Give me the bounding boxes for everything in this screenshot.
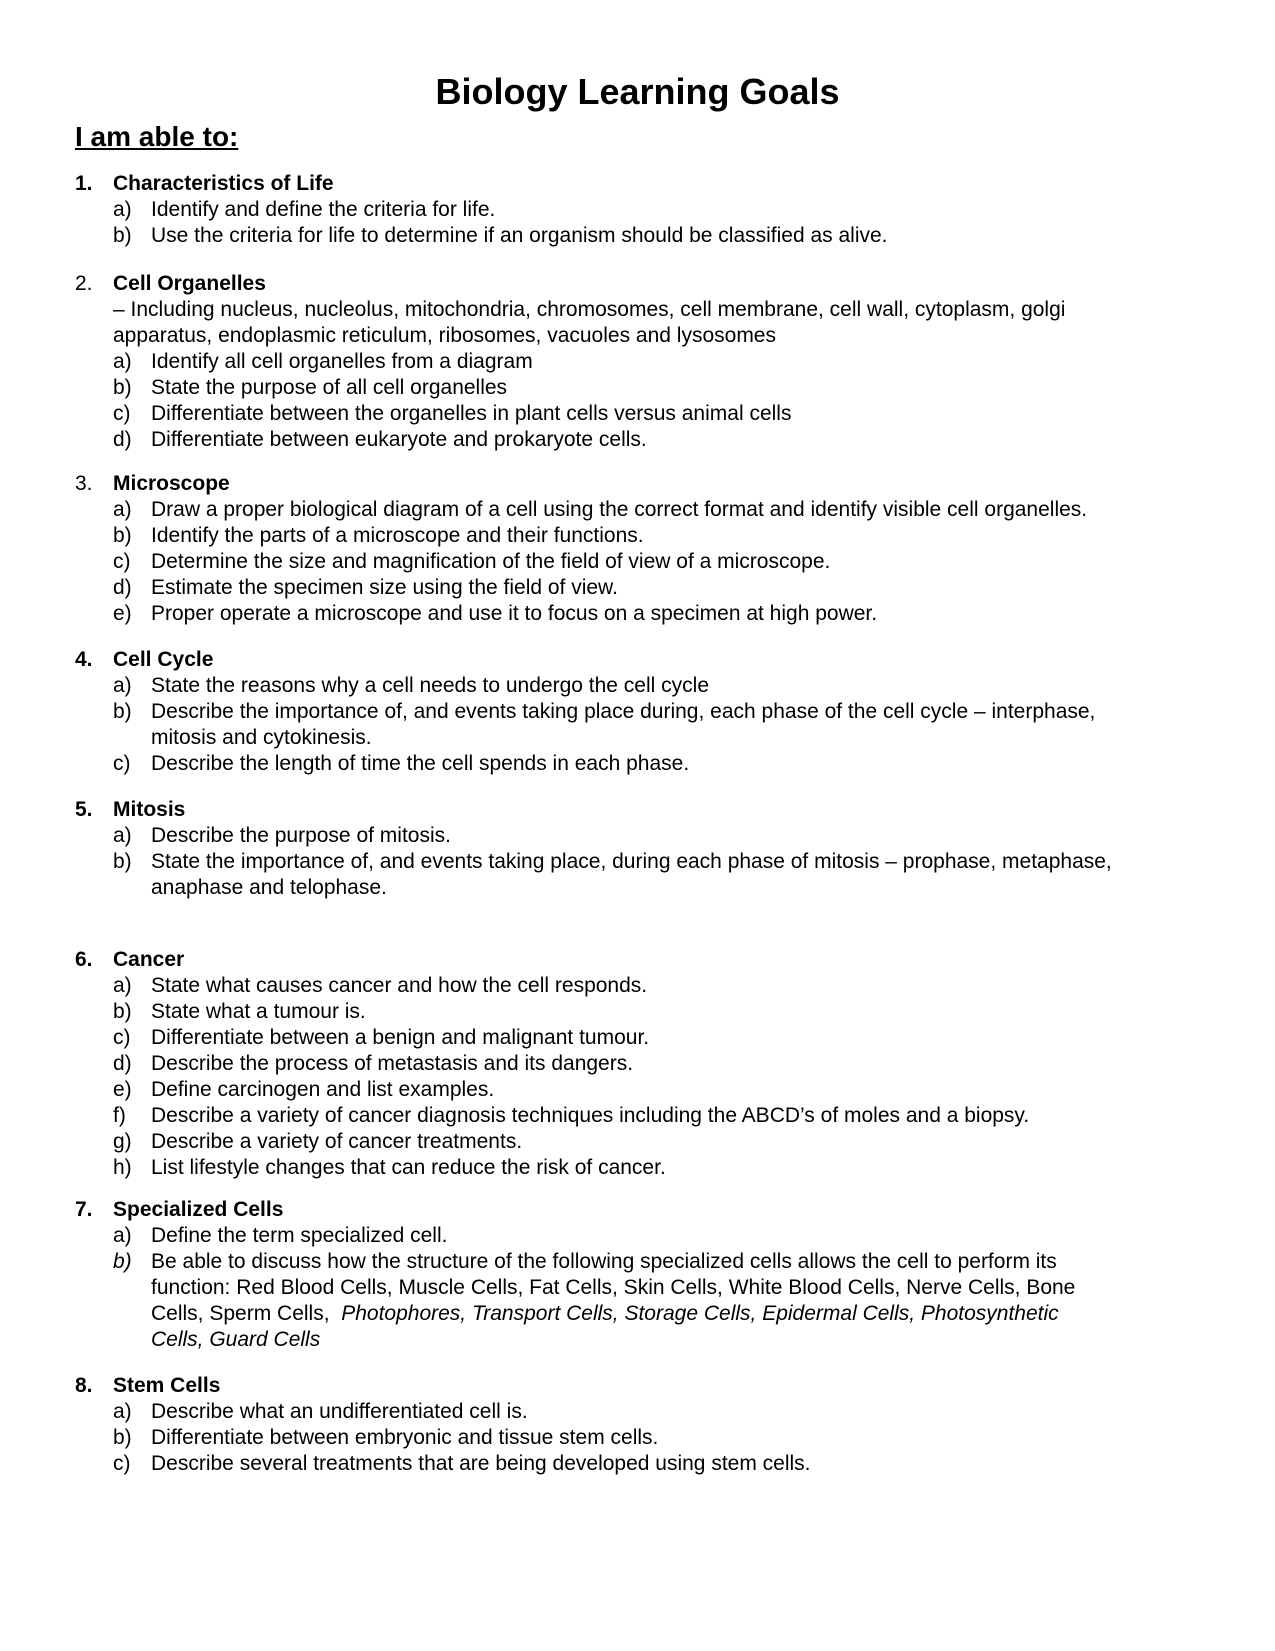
- list-item: a) Describe what an undifferentiated cell is.: [113, 1400, 528, 1423]
- section-heading: Cell Cycle: [113, 648, 214, 671]
- section-intro: apparatus, endoplasmic reticulum, ribosomes, vacuoles and lysosomes: [113, 324, 776, 347]
- list-item: c) Differentiate between a benign and malignant tumour.: [113, 1026, 650, 1049]
- section-number: 7.: [75, 1198, 93, 1221]
- list-item: a) Identify all cell organelles from a diagram: [113, 350, 533, 373]
- section-6: [0, 947, 1275, 1181]
- list-item: d) Describe the process of metastasis and its dangers.: [113, 1052, 634, 1075]
- list-item: b) Identify the parts of a microscope and their functions.: [113, 524, 644, 547]
- section-number: 2.: [75, 272, 93, 295]
- section-intro: – Including nucleus, nucleolus, mitochondria, chromosomes, cell membrane, cell wall, cytoplasm, golgi: [113, 298, 1066, 321]
- list-item: g) Describe a variety of cancer treatments.: [113, 1130, 523, 1153]
- section-1: [0, 171, 1275, 249]
- list-item: h) List lifestyle changes that can reduce the risk of cancer.: [113, 1156, 666, 1179]
- page-title: Biology Learning Goals: [435, 71, 840, 112]
- section-3: [0, 471, 1275, 627]
- list-item: a) Draw a proper biological diagram of a cell using the correct format and identify visible cell organelles.: [113, 498, 1088, 521]
- list-item: b) Be able to discuss how the structure of the following specialized cells allows the cell to perform its: [113, 1250, 1057, 1273]
- list-item: e) Define carcinogen and list examples.: [113, 1078, 495, 1101]
- list-item: f) Describe a variety of cancer diagnosis techniques including the ABCD’s of moles and a biopsy.: [113, 1104, 1030, 1127]
- list-item: a) State what causes cancer and how the cell responds.: [113, 974, 648, 997]
- section-4: 4. Cell Cycle a) State the reasons why a cell needs to undergo the cell cycle b) Describe the importance of, and events taking place during, each phase of the cell cycle – interphase, mitosis and cytokinesis. c) Describe the length of time the cell spends in each phase.: [0, 647, 1275, 777]
- section-5: 5. Mitosis a) Describe the purpose of mitosis. b) State the importance of, and events taking place, during each phase of mitosis – prophase, metaphase, anaphase and telophase.: [0, 797, 1275, 901]
- section-number: 3.: [75, 472, 93, 495]
- section-2: [0, 271, 1275, 453]
- list-item: a) Define the term specialized cell.: [113, 1224, 448, 1247]
- list-item: c) Differentiate between the organelles in plant cells versus animal cells: [113, 402, 792, 425]
- section-number: 5.: [75, 798, 93, 821]
- list-item: d) Estimate the specimen size using the field of view.: [113, 576, 618, 599]
- list-item: b) Use the criteria for life to determine if an organism should be classified as alive.: [113, 224, 888, 247]
- section-8: [0, 1373, 1275, 1477]
- section-number: 8.: [75, 1374, 93, 1397]
- list-item: b) State the purpose of all cell organelles: [113, 376, 508, 399]
- section-heading: Cancer: [113, 948, 185, 971]
- section-heading: Mitosis: [113, 798, 186, 821]
- list-item: e) Proper operate a microscope and use it to focus on a specimen at high power.: [113, 602, 878, 625]
- section-heading: Cell Organelles: [113, 272, 266, 295]
- list-item: b) State the importance of, and events taking place, during each phase of mitosis – prophase, metaphase,: [113, 850, 1112, 873]
- list-item: a) State the reasons why a cell needs to undergo the cell cycle: [113, 674, 709, 697]
- list-item: c) Describe several treatments that are being developed using stem cells.: [113, 1452, 811, 1475]
- section-number: 1.: [75, 172, 93, 195]
- page-subtitle: I am able to:: [75, 121, 239, 152]
- section-heading: Microscope: [113, 472, 230, 495]
- section-number: 6.: [75, 948, 93, 971]
- list-item: b) Describe the importance of, and events taking place during, each phase of the cell cycle – interphase,: [113, 700, 1096, 723]
- section-number: 4.: [75, 648, 93, 671]
- section-heading: Characteristics of Life: [113, 172, 334, 195]
- list-item: c) Describe the length of time the cell spends in each phase.: [113, 752, 690, 775]
- section-heading: Specialized Cells: [113, 1198, 284, 1221]
- list-item: d) Differentiate between eukaryote and prokaryote cells.: [113, 428, 647, 451]
- list-item: a) Identify and define the criteria for life.: [113, 198, 496, 221]
- section-heading: Stem Cells: [113, 1374, 221, 1397]
- list-item: b) Differentiate between embryonic and tissue stem cells.: [113, 1426, 659, 1449]
- list-item: a) Describe the purpose of mitosis.: [113, 824, 451, 847]
- list-item: c) Determine the size and magnification of the field of view of a microscope.: [113, 550, 831, 573]
- list-item: b) State what a tumour is.: [113, 1000, 366, 1023]
- section-7: 7. Specialized Cells a) Define the term specialized cell. b) Be able to discuss how the structure of the following specialized cells allows the cell to perform its function: Red Blood Cells, Muscle Cells, Fat Cells, Skin Cells, White Blood Cells, Nerve Cells, Bone Cells, Sperm Cells, Photophores, Transport Cells, Storage Cells, Epidermal Cells, Photosynthetic Cells, Guard Cells: [0, 1197, 1275, 1353]
